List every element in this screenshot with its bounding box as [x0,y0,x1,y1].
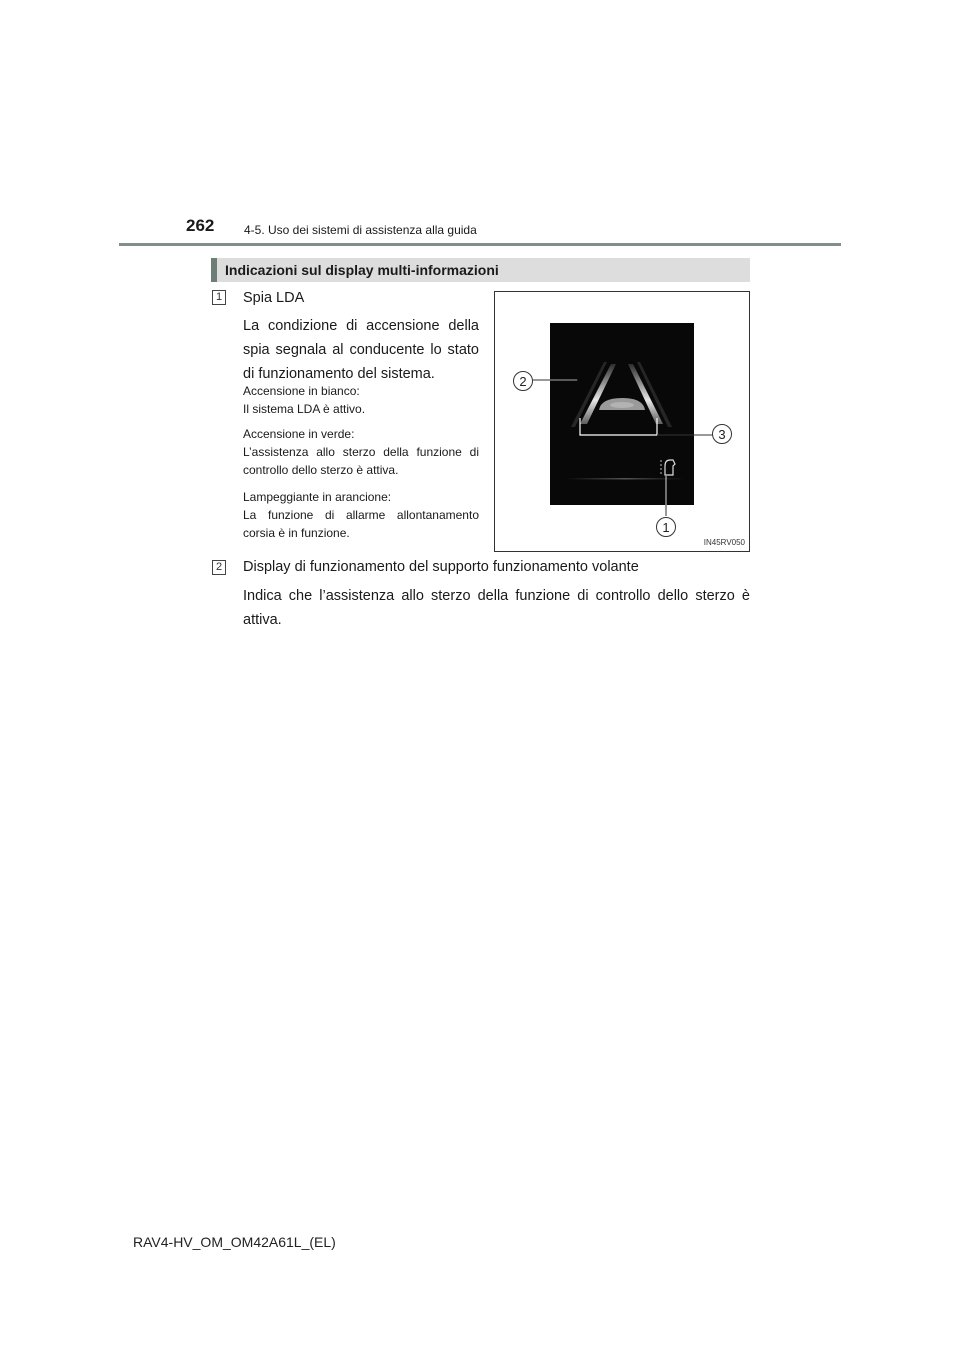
item-1-state-3-label: Lampeggiante in arancione: [243,490,392,504]
callout-1-number: 1 [662,520,670,535]
callout-3-number: 3 [718,427,726,442]
item-2-number: 2 [212,560,226,575]
display-illustration [494,291,750,552]
display-illustration-graphic [495,292,751,553]
page-number: 262 [186,216,215,235]
item-1-state-1-text: Il sistema LDA è attivo. [243,402,366,416]
item-2-title: Display di funzionamento del supporto funzionamento volante [243,559,639,575]
display-screen [550,323,694,505]
footer-manual-code: RAV4-HV_OM_OM42A61L_(EL) [133,1234,336,1250]
item-1-state-2-label: Accensione in verde: [243,427,355,441]
item-2-description: Indica che l’assistenza allo sterzo della funzione di controllo dello sterzo è attiva. [243,588,750,628]
header-rule [119,243,841,246]
figure-code: IN45RV050 [703,538,745,547]
item-1-state-2-text: L’assistenza allo sterzo della funzione di controllo dello sterzo è attiva. [243,445,479,477]
section-heading-bar [211,258,750,282]
item-1-title: Spia LDA [243,290,305,306]
item-1-state-3-text: La funzione di allarme allontanamento corsia è in funzione. [243,508,479,540]
item-1-description: La condizione di accensione della spia segnala al conducente lo stato di funzionamento del sistema. [243,318,479,382]
section-heading: Indicazioni sul display multi-informazioni [225,262,499,278]
section-title: 4-5. Uso dei sistemi di assistenza alla guida [244,223,477,237]
item-1-state-1-label: Accensione in bianco: [243,384,360,398]
callout-2-number: 2 [519,374,527,389]
item-1-number: 1 [212,290,226,305]
